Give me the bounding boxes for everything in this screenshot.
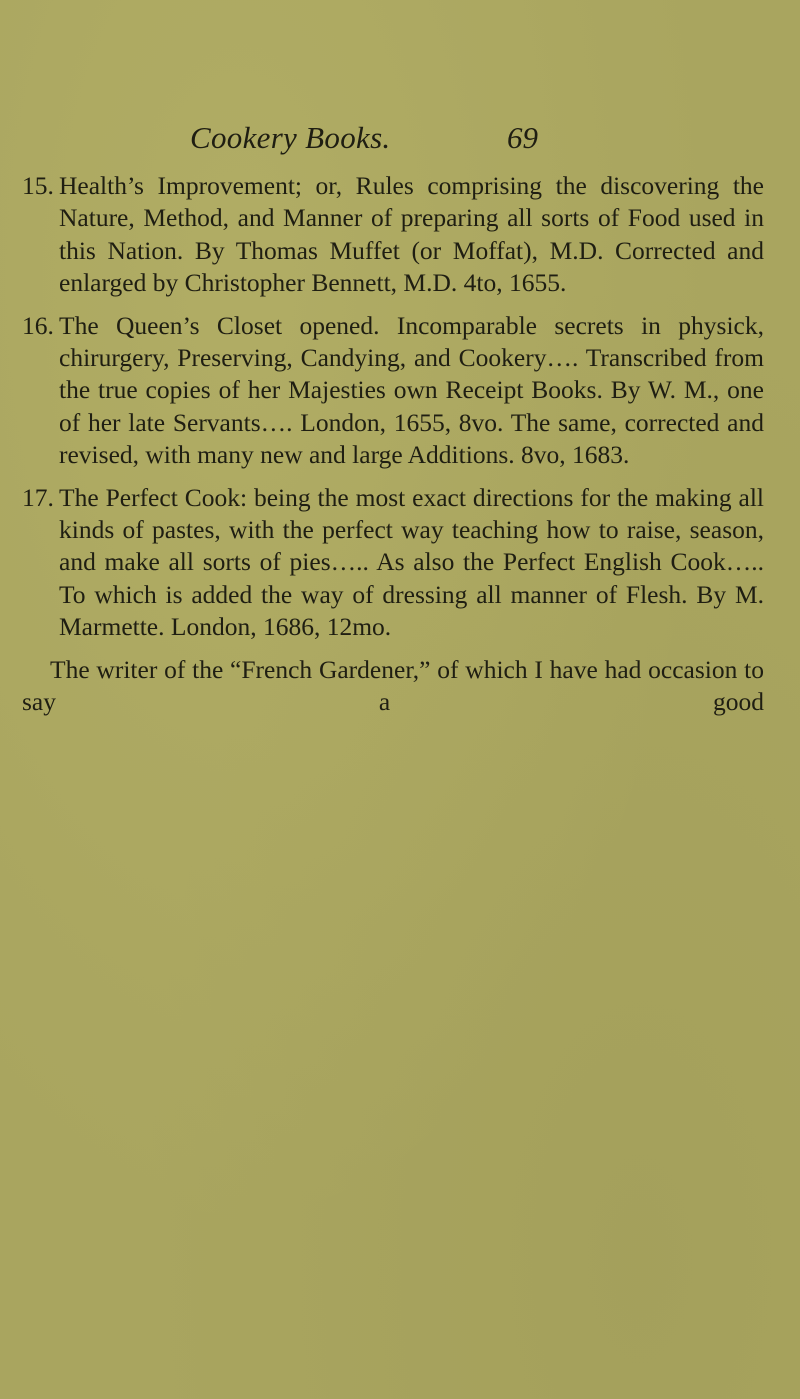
bibliography-entry-15 [22,170,764,300]
bibliography-entry-17 [22,482,764,644]
entry-text: The Queen’s Closet opened. Incomparable secrets in physick, chirurgery, Preserving, Candying, and Cookery…. Transcribed from the true copies of her Majesties own Receipt Books. By W. M., one of her late Servants…. London, 1655, 8vo. The same, corrected and revised, with many new and large Additions. 8vo, 1683. [59,310,764,470]
running-head: Cookery Books. [190,120,391,155]
page-number: 69 [507,120,538,155]
bibliography-entry-16 [22,310,764,472]
closing-paragraph: The writer of the “French Gardener,” of which I have had occasion to say a good [22,654,764,717]
entry-number: 16. [22,310,54,340]
entry-text: Health’s Improvement; or, Rules comprising the discovering the Nature, Method, and Manner of preparing all sorts of Food used in this Nation. By Thomas Muffet (or Moffat), M.D. Corrected and enlarged by Christopher Bennett, M.D. 4to, 1655. [59,171,764,298]
bibliography-list [22,170,764,719]
entry-number: 17. [22,482,54,512]
entry-number: 15. [22,171,54,200]
page-header [0,120,800,160]
entry-text: The Perfect Cook: being the most exact directions for the making all kinds of pastes, with the perfect way teaching how to raise, season, and make all sorts of pies….. As also the Perfect English Cook….. To which is added the way of dressing all manner of Flesh. By M. Marmette. London, 1686, 12mo. [59,482,764,642]
